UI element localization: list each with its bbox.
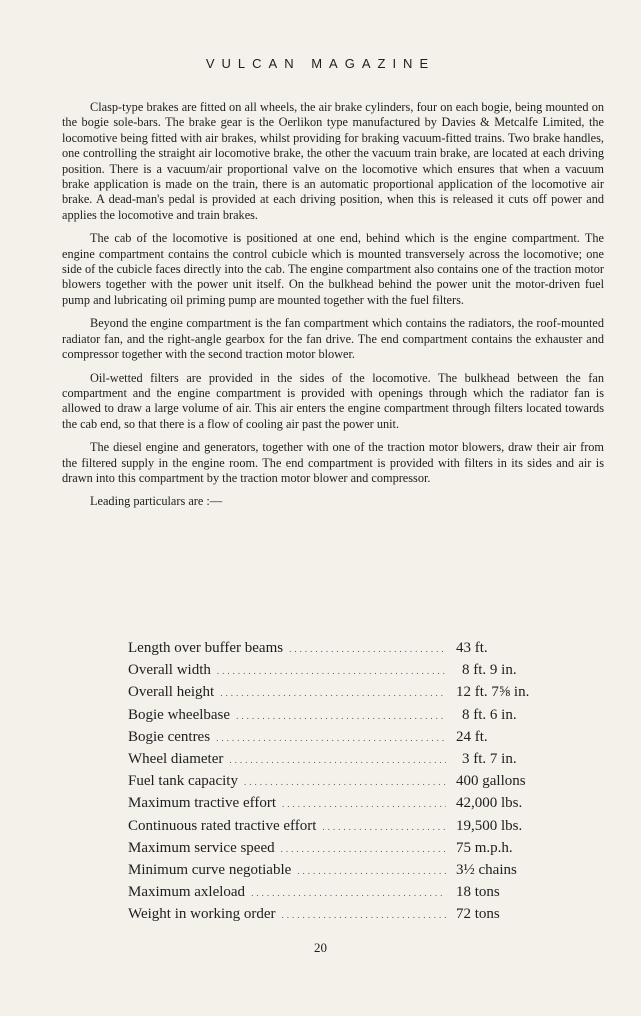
spec-label: Minimum curve negotiable bbox=[128, 861, 292, 878]
dot-leader bbox=[251, 882, 446, 904]
spec-row bbox=[128, 681, 548, 703]
spec-row bbox=[128, 881, 548, 903]
spec-value: 18 tons bbox=[456, 884, 500, 901]
paragraph-brakes: Clasp-type brakes are fitted on all wheels, the air brake cylinders, four on each bogie, being mounted on the bogie sole-bars. The brake gear is the Oerlikon type manufactured by Davies & Metcalfe Limited, the locomotive being fitted with air brakes, whilst providing for braking vacuum-fitted trains. Two brake handles, one controlling the straight air locomotive brake, the other the vacuum train brake, are located at each driving position. There is a vacuum/air proportional valve on the locomotive which ensures that when a vacuum brake application is made on the train, there is an automatic proportional application of the locomotive air brake. A dead-man's pedal is provided at each driving position, when this is released it cuts off power and applies the locomotive and train brakes. bbox=[62, 100, 604, 222]
spec-label: Maximum tractive effort bbox=[128, 795, 277, 812]
dot-leader bbox=[217, 660, 446, 682]
spec-row bbox=[128, 637, 548, 659]
spec-label: Length over buffer beams bbox=[128, 640, 284, 656]
spec-label: Overall width bbox=[128, 662, 211, 679]
article-body bbox=[62, 100, 604, 518]
spec-value: 24 ft. bbox=[456, 728, 488, 745]
spec-value: 8 ft. 6 in. bbox=[462, 706, 517, 723]
specs-table bbox=[128, 637, 548, 925]
paragraph-filters: Oil-wetted filters are provided in the sides of the locomotive. The bulkhead between the fan compartment and the engine compartment is provided with openings through which the radiator fan is allowed to draw a large volume of air. This air enters the engine compartment through filters located towards the cab end, so that there is a flow of cooling air past the power unit. bbox=[62, 370, 604, 431]
spec-label: Wheel diameter bbox=[128, 750, 224, 767]
dot-leader bbox=[236, 705, 446, 727]
spec-row bbox=[128, 837, 548, 859]
spec-row bbox=[128, 792, 548, 814]
spec-value: 42,000 lbs. bbox=[456, 795, 523, 812]
spec-value: 75 m.p.h. bbox=[456, 839, 513, 856]
spec-label: Bogie wheelbase bbox=[128, 706, 231, 723]
spec-value: 19,500 lbs. bbox=[456, 817, 523, 834]
spec-label: Bogie centres bbox=[128, 728, 211, 745]
spec-row bbox=[128, 815, 548, 837]
spec-label: Maximum service speed bbox=[128, 839, 275, 856]
paragraph-cab: The cab of the locomotive is positioned at one end, behind which is the engine compartment. The engine compartment contains the control cubicle which is mounted transversely across the locomotive; one side of the cubicle faces directly into the cab. The engine compartment also contains one of the traction motor blowers together with the power unit itself. On the bulkhead behind the power unit the motor-driven fuel pump and lubricating oil priming pump are mounted together with the fuel filters. bbox=[62, 231, 604, 307]
spec-value: 3½ chains bbox=[456, 861, 517, 878]
spec-row bbox=[128, 704, 548, 726]
spec-value: 43 ft. bbox=[456, 640, 488, 656]
spec-label: Fuel tank capacity bbox=[128, 773, 238, 790]
dot-leader bbox=[281, 838, 446, 860]
spec-value: 12 ft. 7⅝ in. bbox=[456, 684, 530, 701]
spec-row bbox=[128, 903, 548, 925]
paragraph-fan-compartment: Beyond the engine compartment is the fan compartment which contains the radiators, the roof-mounted radiator fan, and the right-angle gearbox for the fan drive. The end compartment contains the exhauster and compressor together with the second traction motor blower. bbox=[62, 316, 604, 362]
spec-row bbox=[128, 726, 548, 748]
dot-leader bbox=[216, 727, 446, 749]
spec-label: Continuous rated tractive effort bbox=[128, 817, 317, 834]
paragraph-air-supply: The diesel engine and generators, together with one of the traction motor blowers, draw their air from the filtered supply in the engine room. The end compartment is provided with filters in its sides and air is drawn into this compartment by the traction motor blower and compressor. bbox=[62, 440, 604, 485]
page-number: 20 bbox=[314, 940, 327, 955]
dot-leader bbox=[297, 860, 446, 882]
spec-label: Overall height bbox=[128, 684, 215, 701]
dot-leader bbox=[282, 904, 446, 926]
dot-leader bbox=[289, 638, 446, 660]
dot-leader bbox=[322, 816, 446, 838]
dot-leader bbox=[229, 749, 446, 771]
specs-intro: Leading particulars are :— bbox=[90, 494, 223, 509]
spec-row bbox=[128, 770, 548, 792]
running-header: VULCAN MAGAZINE bbox=[205, 56, 436, 71]
dot-leader bbox=[244, 771, 446, 793]
spec-row bbox=[128, 659, 548, 681]
spec-label: Maximum axleload bbox=[128, 884, 246, 901]
spec-value: 400 gallons bbox=[456, 773, 526, 790]
dot-leader bbox=[220, 682, 446, 704]
dot-leader bbox=[282, 793, 446, 815]
spec-row bbox=[128, 859, 548, 881]
spec-value: 3 ft. 7 in. bbox=[462, 750, 517, 767]
spec-value: 72 tons bbox=[456, 906, 500, 923]
spec-value: 8 ft. 9 in. bbox=[462, 662, 517, 679]
spec-row bbox=[128, 748, 548, 770]
spec-label: Weight in working order bbox=[128, 906, 276, 923]
